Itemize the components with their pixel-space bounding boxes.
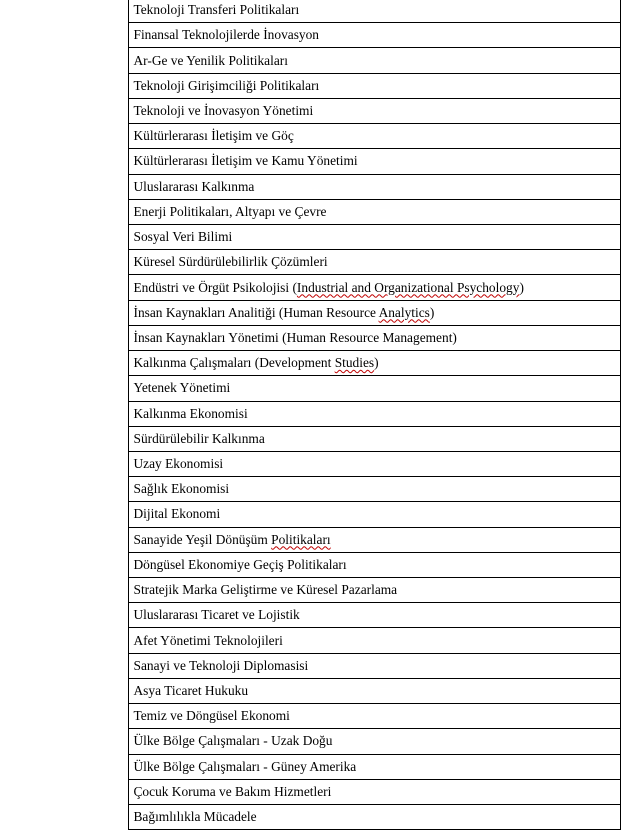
empty-left-cell [0,653,128,678]
program-name-text: Dijital Ekonomi [133,506,221,522]
program-name-cell[interactable] [128,98,620,123]
empty-left-cell [0,451,128,476]
program-name-text: Kalkınma Çalışmaları (Development [133,355,335,371]
program-name-cell[interactable] [128,603,620,628]
program-name-cell[interactable] [128,325,620,350]
program-name-cell[interactable] [128,502,620,527]
program-name-text: Teknoloji Transferi Politikaları [133,2,300,18]
empty-left-cell [0,300,128,325]
spellcheck-flagged-text: Industrial and Organizational Psychology [296,279,520,295]
empty-left-cell [0,199,128,224]
empty-left-cell [0,805,128,830]
empty-left-cell [0,678,128,703]
program-name-text: Teknoloji ve İnovasyon Yönetimi [133,102,314,118]
empty-left-cell [0,426,128,451]
program-name-cell[interactable] [128,628,620,653]
program-name-cell[interactable] [128,779,620,804]
empty-left-cell [0,98,128,123]
program-name-text: ) [374,355,379,371]
program-name-cell[interactable] [128,0,620,23]
program-name-text: Temiz ve Döngüsel Ekonomi [133,708,290,724]
empty-left-cell [0,0,128,23]
empty-left-cell [0,376,128,401]
program-name-cell[interactable] [128,149,620,174]
table-row [0,779,620,804]
table-row [0,124,620,149]
table-row [0,224,620,249]
program-name-text: Sosyal Veri Bilimi [133,229,233,245]
program-name-cell[interactable] [128,224,620,249]
program-name-text: Ülke Bölge Çalışmaları - Uzak Doğu [133,733,333,749]
program-name-cell[interactable] [128,124,620,149]
program-name-cell[interactable] [128,578,620,603]
table-row [0,754,620,779]
program-name-cell[interactable] [128,754,620,779]
program-name-text: Enerji Politikaları, Altyapı ve Çevre [133,203,327,219]
program-name-text: Endüstri ve Örgüt Psikolojisi ( [133,279,297,295]
program-name-text: Stratejik Marka Geliştirme ve Küresel Pazarlama [133,582,398,598]
program-name-cell[interactable] [128,401,620,426]
table-row [0,149,620,174]
empty-left-cell [0,704,128,729]
empty-left-cell [0,351,128,376]
table-row [0,401,620,426]
program-name-text: Yetenek Yönetimi [133,380,231,396]
empty-left-cell [0,603,128,628]
program-name-text: Ülke Bölge Çalışmaları - Güney Amerika [133,758,357,774]
program-name-cell[interactable] [128,275,620,300]
program-name-cell[interactable] [128,376,620,401]
spellcheck-flagged-text: Analytics [378,304,430,320]
table-row [0,552,620,577]
program-name-text: ) [429,304,435,320]
empty-left-cell [0,502,128,527]
empty-left-cell [0,477,128,502]
program-name-text: Ar-Ge ve Yenilik Politikaları [133,52,288,68]
program-name-cell[interactable] [128,527,620,552]
table-row [0,653,620,678]
program-name-cell[interactable] [128,174,620,199]
program-name-cell[interactable] [128,48,620,73]
table-row [0,603,620,628]
program-name-cell[interactable] [128,199,620,224]
empty-left-cell [0,578,128,603]
program-name-cell[interactable] [128,704,620,729]
table-row [0,805,620,830]
program-name-text: İnsan Kaynakları Analitiği (Human Resource [133,304,379,320]
table-row [0,502,620,527]
table-row [0,451,620,476]
empty-left-cell [0,628,128,653]
program-name-cell[interactable] [128,477,620,502]
table-row [0,48,620,73]
empty-left-cell [0,401,128,426]
table-row [0,477,620,502]
program-name-cell[interactable] [128,73,620,98]
program-name-cell[interactable] [128,351,620,376]
program-name-cell[interactable] [128,729,620,754]
program-name-text: Kültürlerarası İletişim ve Kamu Yönetimi [133,153,358,169]
table-row [0,426,620,451]
program-name-cell[interactable] [128,300,620,325]
empty-left-cell [0,729,128,754]
table-row [0,729,620,754]
empty-left-cell [0,174,128,199]
spellcheck-flagged-text: Politikaları [271,531,331,547]
table-row [0,704,620,729]
program-name-cell[interactable] [128,653,620,678]
table-row [0,275,620,300]
program-name-text: İnsan Kaynakları Yönetimi (Human Resource Management) [133,329,457,345]
table-row [0,628,620,653]
table-row [0,351,620,376]
program-name-text: Uzay Ekonomisi [133,456,224,472]
empty-left-cell [0,250,128,275]
empty-left-cell [0,73,128,98]
empty-left-cell [0,124,128,149]
table-row [0,174,620,199]
program-name-text: ) [519,279,524,295]
empty-left-cell [0,527,128,552]
table-row [0,199,620,224]
program-name-text: Küresel Sürdürülebilirlik Çözümleri [133,254,328,270]
program-name-text: Sağlık Ekonomisi [133,481,230,497]
table-row [0,376,620,401]
table-row [0,73,620,98]
program-name-text: Kültürlerarası İletişim ve Göç [133,128,294,144]
empty-left-cell [0,149,128,174]
empty-left-cell [0,552,128,577]
program-name-text: Uluslararası Ticaret ve Lojistik [133,607,300,623]
table-row [0,23,620,48]
program-name-text: Sanayide Yeşil Dönüşüm [133,531,272,547]
program-name-text: Finansal Teknolojilerde İnovasyon [133,27,320,43]
empty-left-cell [0,48,128,73]
table-row [0,325,620,350]
program-name-text: Bağımlılıkla Mücadele [133,809,257,825]
table-row [0,98,620,123]
program-name-cell[interactable] [128,678,620,703]
program-name-cell[interactable] [128,23,620,48]
empty-left-cell [0,224,128,249]
program-name-cell[interactable] [128,426,620,451]
table-row [0,250,620,275]
program-name-text: Döngüsel Ekonomiye Geçiş Politikaları [133,556,347,572]
empty-left-cell [0,754,128,779]
program-name-text: Sanayi ve Teknoloji Diplomasisi [133,657,309,673]
table-row [0,678,620,703]
program-name-text: Teknoloji Girişimciliği Politikaları [133,77,320,93]
program-name-cell[interactable] [128,805,620,830]
empty-left-cell [0,325,128,350]
program-name-text: Afet Yönetimi Teknolojileri [133,632,283,648]
program-name-text: Asya Ticaret Hukuku [133,683,249,699]
empty-left-cell [0,779,128,804]
empty-left-cell [0,275,128,300]
program-name-text: Sürdürülebilir Kalkınma [133,430,265,446]
spellcheck-flagged-text: Studies [334,355,375,371]
table-row [0,527,620,552]
table-row [0,0,620,23]
program-name-text: Çocuk Koruma ve Bakım Hizmetleri [133,783,332,799]
program-name-cell[interactable] [128,451,620,476]
program-name-text: Kalkınma Ekonomisi [133,405,248,421]
program-name-text: Uluslararası Kalkınma [133,178,255,194]
table-row [0,578,620,603]
program-name-cell[interactable] [128,250,620,275]
program-name-cell[interactable] [128,552,620,577]
table-row [0,300,620,325]
empty-left-cell [0,23,128,48]
